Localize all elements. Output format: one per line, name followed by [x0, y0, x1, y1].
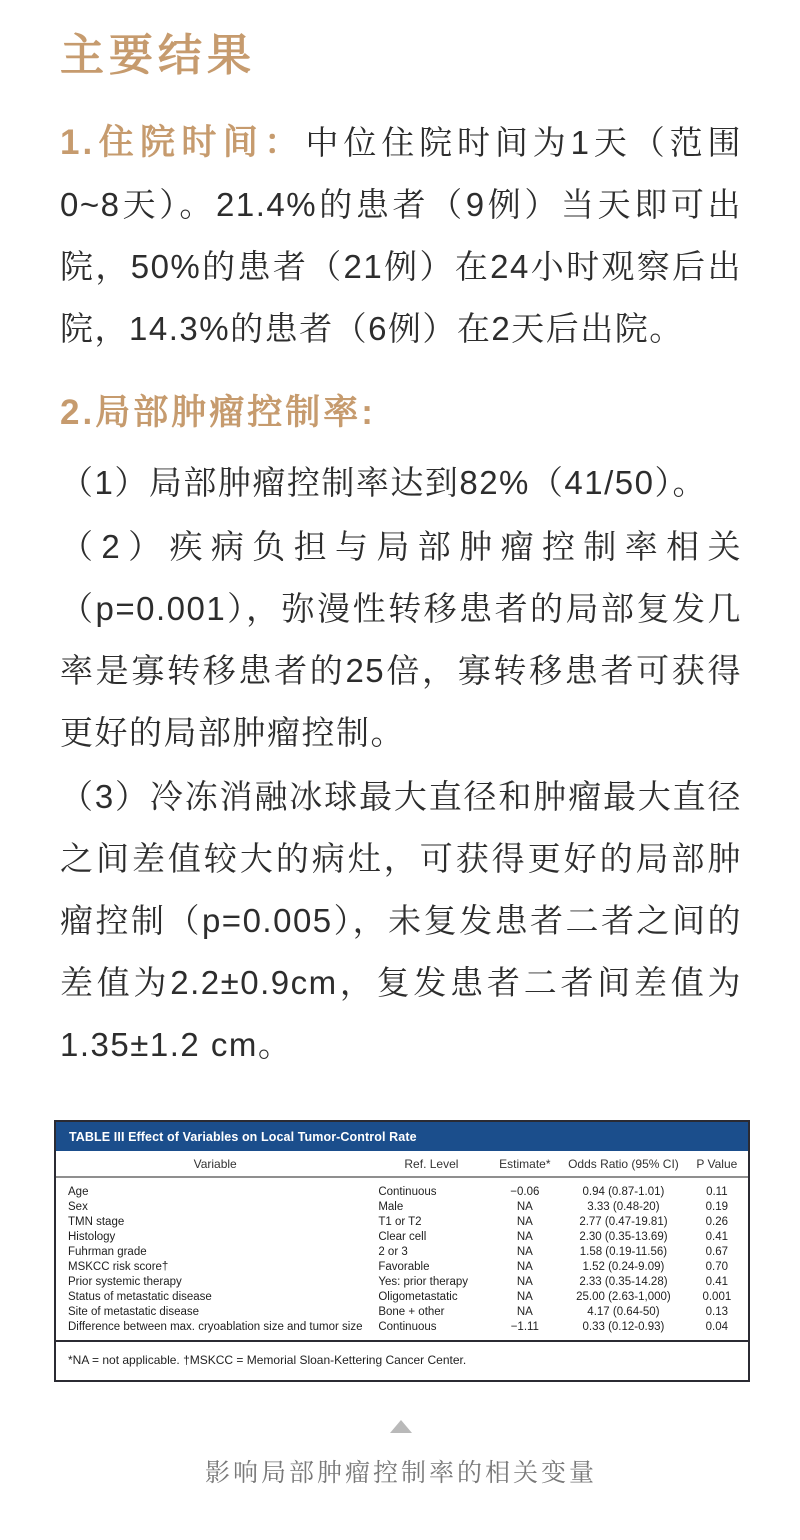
table-footnote: *NA = not applicable. †MSKCC = Memorial Sloan-Kettering Cancer Center.	[56, 1340, 748, 1380]
table-cell: Clear cell	[378, 1231, 427, 1243]
table-cell: 25.00 (2.63-1,000)	[576, 1291, 671, 1303]
table-cell: Age	[68, 1186, 89, 1198]
section1-paragraph	[60, 112, 742, 360]
table-cell: 0.04	[705, 1321, 729, 1333]
table-cell: NA	[516, 1201, 533, 1213]
table-header-row	[56, 1151, 748, 1177]
table-cell: NA	[516, 1216, 533, 1228]
table-cell: Prior systemic therapy	[68, 1276, 182, 1288]
table-cell: Sex	[68, 1201, 88, 1213]
caption-text: 影响局部肿瘤控制率的相关变量	[204, 1459, 597, 1487]
table-row	[56, 1275, 748, 1290]
table-cell: 0.41	[705, 1231, 729, 1243]
table-column-header: Estimate*	[489, 1151, 562, 1177]
table-cell: NA	[516, 1246, 533, 1258]
table-cell: 0.41	[705, 1276, 729, 1288]
table-row	[56, 1320, 748, 1341]
table-cell: 0.19	[705, 1201, 729, 1213]
table-cell: Site of metastatic disease	[68, 1306, 200, 1318]
table-cell: −0.06	[510, 1186, 540, 1198]
table-cell: Oligometastatic	[378, 1291, 458, 1303]
table-cell: 2.30 (0.35-13.69)	[579, 1231, 668, 1243]
table-cell: NA	[516, 1306, 533, 1318]
table-row	[56, 1305, 748, 1320]
table-cell: 2 or 3	[378, 1246, 408, 1258]
table-cell: 2.33 (0.35-14.28)	[579, 1276, 668, 1288]
table-column-header: Ref. Level	[374, 1151, 488, 1177]
table-column-header: Variable	[56, 1151, 374, 1177]
table-cell: Histology	[68, 1231, 116, 1243]
table-row	[56, 1230, 748, 1245]
table-cell: 0.13	[705, 1306, 729, 1318]
table-cell: 1.58 (0.19-11.56)	[579, 1246, 668, 1258]
table-cell: 0.001	[702, 1291, 732, 1303]
table-cell: 0.26	[705, 1216, 729, 1228]
table-cell: 3.33 (0.48-20)	[587, 1201, 660, 1213]
table-cell: 0.67	[705, 1246, 729, 1258]
table-cell: Fuhrman grade	[68, 1246, 147, 1258]
table-cell: NA	[516, 1231, 533, 1243]
table-cell: 0.11	[706, 1186, 728, 1198]
table-cell: −1.11	[510, 1321, 539, 1333]
page-title: 主要结果	[60, 31, 256, 80]
table-cell: Male	[378, 1201, 404, 1213]
table-cell: Difference between max. cryoablation size and tumor size	[68, 1321, 363, 1333]
table-cell: NA	[516, 1291, 533, 1303]
section2-point-1: （1）局部肿瘤控制率达到82%（41/50）。	[60, 464, 707, 501]
table-cell: Status of metastatic disease	[68, 1291, 212, 1303]
table-cell: NA	[516, 1276, 533, 1288]
table-column-header: Odds Ratio (95% CI)	[561, 1151, 686, 1177]
table-cell: MSKCC risk score†	[68, 1261, 169, 1273]
variables-table	[56, 1151, 748, 1340]
table-cell: 0.33 (0.12-0.93)	[582, 1321, 665, 1333]
section1-heading: 1.住院时间：	[60, 123, 306, 162]
table-cell: 4.17 (0.64-50)	[587, 1306, 660, 1318]
section2-point-2: （2）疾病负担与局部肿瘤控制率相关（p=0.001），弥漫性转移患者的局部复发几率是寡转移患者的25倍，寡转移患者可获得更好的局部肿瘤控制。	[60, 528, 742, 751]
table-cell: TMN stage	[68, 1216, 125, 1228]
table-cell: Continuous	[378, 1321, 437, 1333]
table-header	[56, 1151, 748, 1177]
table-cell: NA	[516, 1261, 533, 1273]
table-body	[56, 1177, 748, 1340]
table-cell: Favorable	[378, 1261, 430, 1273]
table-cell: Yes: prior therapy	[378, 1276, 469, 1288]
table-row	[56, 1245, 748, 1260]
triangle-up-icon	[390, 1420, 412, 1433]
figure-caption	[60, 1420, 742, 1489]
table-row	[56, 1177, 748, 1200]
table-cell: Bone + other	[378, 1306, 445, 1318]
table-cell: 2.77 (0.47-19.81)	[579, 1216, 668, 1228]
table-cell: T1 or T2	[378, 1216, 422, 1228]
table-title: TABLE III Effect of Variables on Local Tumor-Control Rate	[56, 1122, 748, 1151]
table-row	[56, 1290, 748, 1305]
table-row	[56, 1200, 748, 1215]
section2-point-3: （3）冷冻消融冰球最大直径和肿瘤最大直径之间差值较大的病灶，可获得更好的局部肿瘤控制（p=0.005），未复发患者二者之间的差值为2.2±0.9cm，复发患者二者间差值为1.35±1.2 cm。	[60, 778, 742, 1063]
section1-body: 中位住院时间为1天（范围0~8天）。21.4%的患者（9例）当天即可出院，50%的患者（21例）在24小时观察后出院，14.3%的患者（6例）在2天后出院。	[60, 124, 742, 347]
table-cell: 0.70	[705, 1261, 729, 1273]
table-cell: 0.94 (0.87-1.01)	[582, 1186, 665, 1198]
table-column-header: P Value	[686, 1151, 748, 1177]
table-row	[56, 1215, 748, 1230]
section2-heading: 2.局部肿瘤控制率:	[60, 393, 376, 432]
table-row	[56, 1260, 748, 1275]
results-table	[54, 1120, 750, 1382]
table-cell: Continuous	[378, 1186, 437, 1198]
table-cell: 1.52 (0.24-9.09)	[582, 1261, 665, 1273]
